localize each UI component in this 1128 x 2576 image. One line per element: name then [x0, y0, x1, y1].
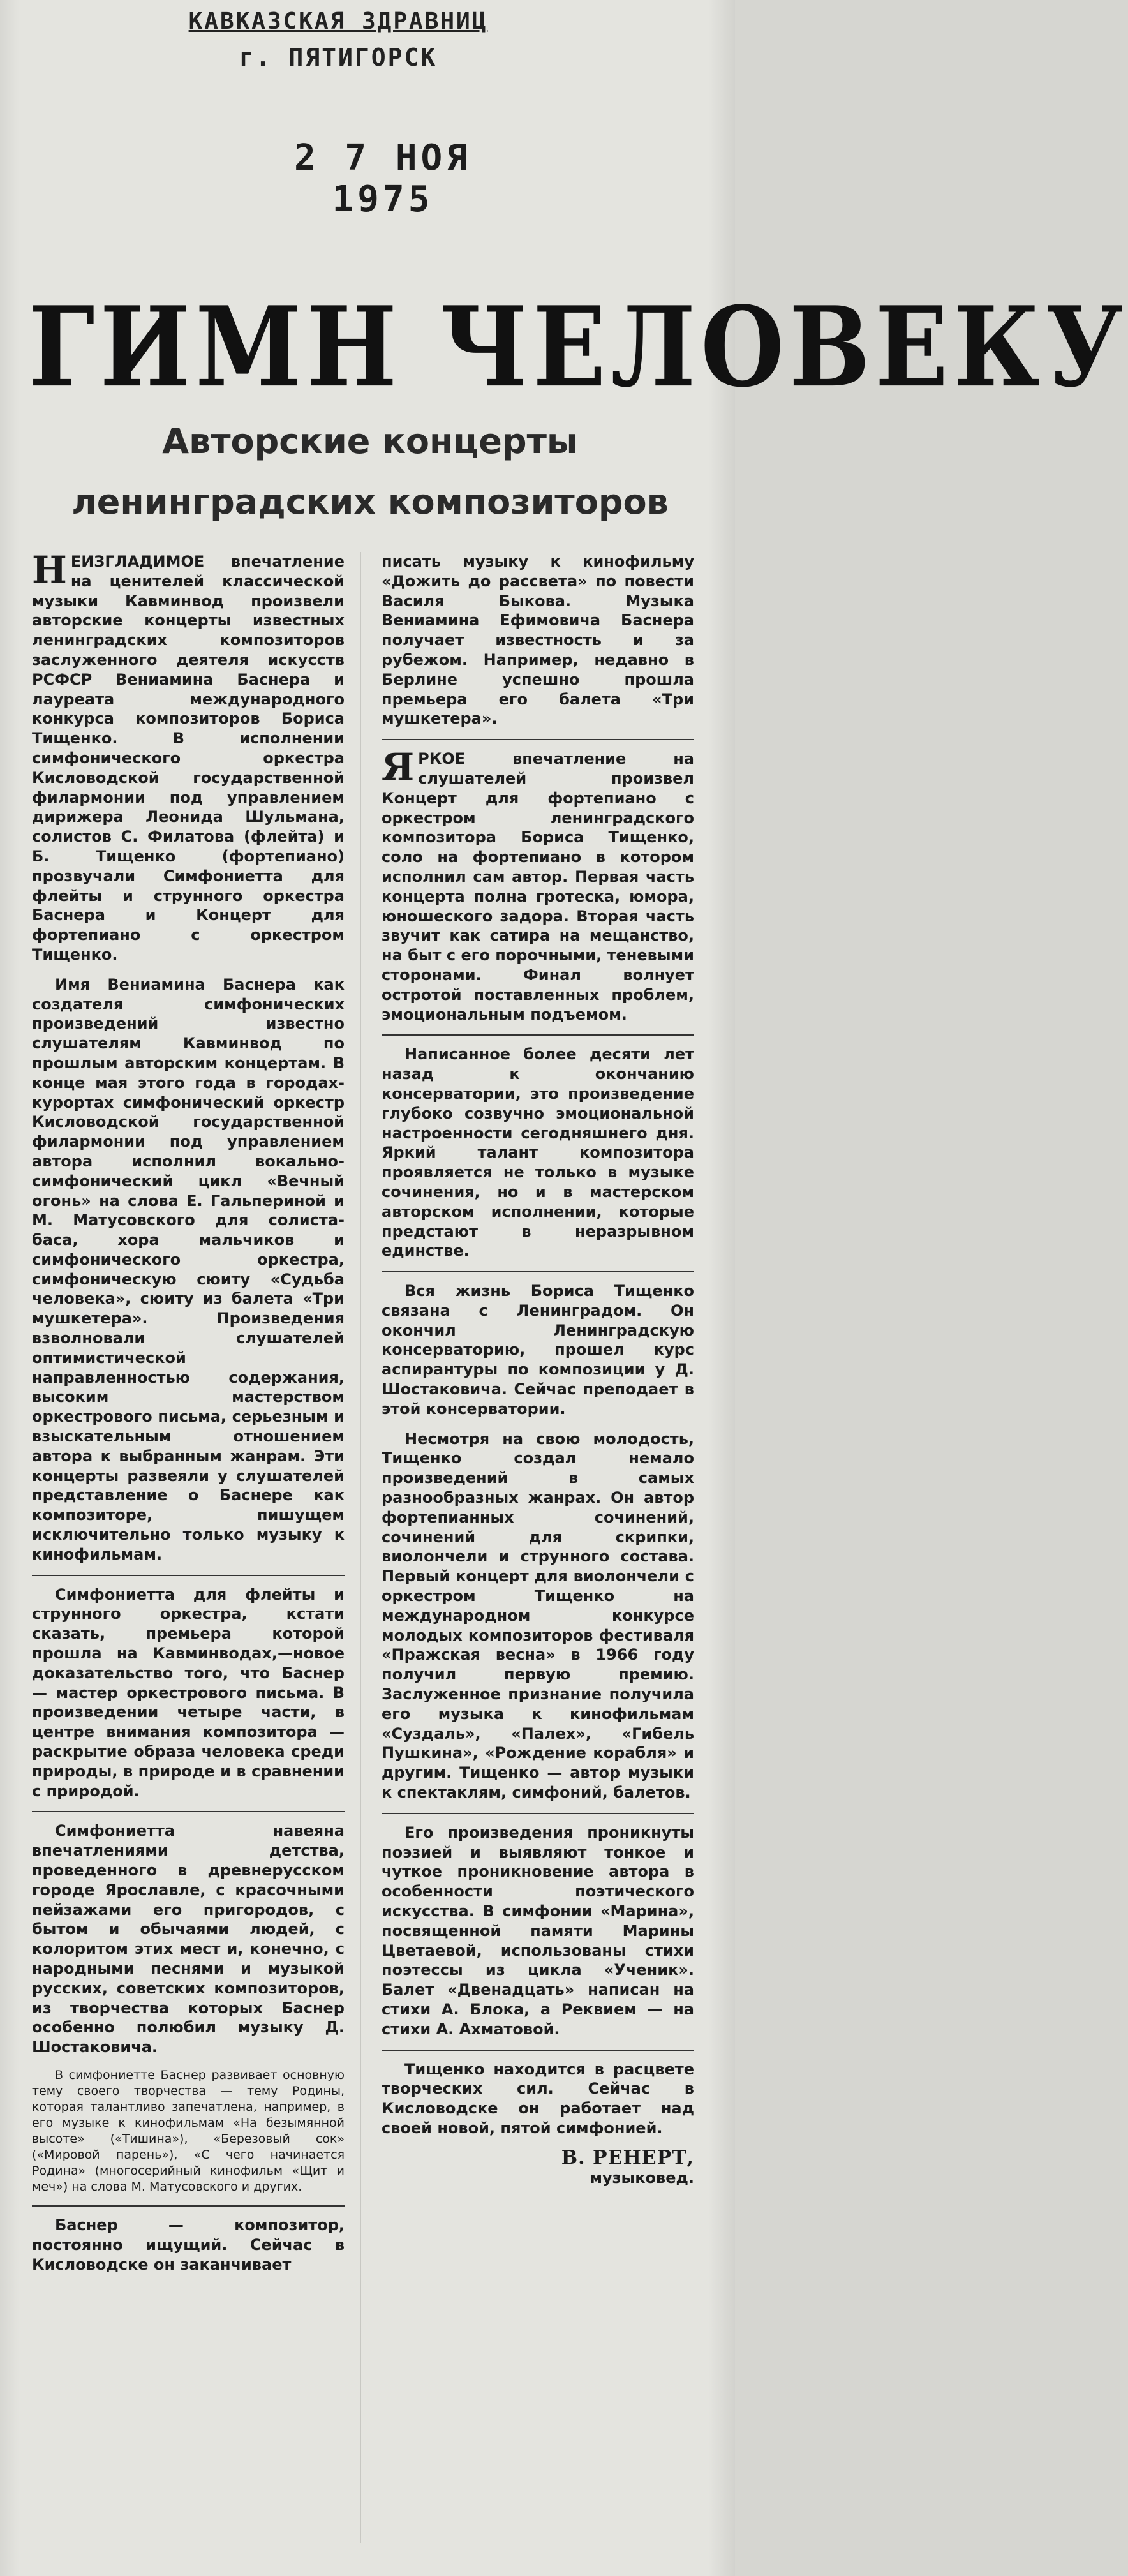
paragraph: Симфониетта навеяна впечатлениями детства, проведенного в древнерусском городе Ярославле, с красочными пейзажами его пригородов, с бытом и обычаями людей, с колоритом этих мест и, конечно, с народными песнями и музыкой русских, советских композиторов, из творчества которых Баснер особенно полюбил музыку Д. Шостаковича.: [32, 1822, 345, 2057]
divider: [382, 1034, 694, 1036]
author-signature: [382, 2148, 694, 2188]
author-name: В. РЕНЕРТ,: [561, 2146, 694, 2169]
paragraph: Его произведения проникнуты поэзией и выявляют тонкое и чуткое проникновение автора в особенности поэтического искусства. В симфонии «Марина», посвященной памяти Марины Цветаевой, использованы стихи поэтессы из цикла «Ученик». Балет «Двенадцать» написан на стихи А. Блока, а Реквием — на стихи А. Ахматовой.: [382, 1823, 694, 2038]
left-column: [32, 548, 345, 2543]
paragraph: Баснер — композитор, постоянно ищущий. Сейчас в Кисловодске он заканчивает: [32, 2215, 345, 2274]
divider: [32, 1811, 345, 1812]
paragraph: [32, 548, 345, 965]
date-stamp: 2 7 НОЯ 1975: [293, 137, 471, 220]
author-role: музыковед.: [590, 2168, 694, 2187]
library-stamp: [160, 5, 517, 91]
headline: ГИМН ЧЕЛОВЕКУ: [29, 283, 1128, 412]
paragraph: [382, 745, 694, 1024]
divider: [382, 2050, 694, 2051]
drop-cap: Я: [382, 745, 415, 789]
paragraph: писать музыку к кинофильму «Дожить до рассвета» по повести Василя Быкова. Музыка Вениамина Ефимовича Баснера получает известность и за рубежом. Например, недавно в Берлине успешно прошла премьера его балета «Три мушкетера».: [382, 553, 694, 728]
paragraph: Имя Вениамина Баснера как создателя симфонических произведений известно слушателям Кавминвод по прошлым авторским концертам. В конце мая этого года в городах-курортах симфонический оркестр Кисловодской государственной филармонии под управлением автора исполнил вокально-симфонический цикл «Вечный огонь» на слова Е. Гальпериной и М. Матусовского для солиста-баса, хора мальчиков и симфонического оркестра, симфоническую сюиту «Судьба человека», сюиту из балета «Три мушкетера». Произведения взволновали слушателей оптимистической направленностью содержания, высоким мастерством оркестрового письма, серьезным и взыскательным отношением автора к выбранным жанрам. Эти концерты развеяли у слушателей представление о Баснере как композиторе, пишущем исключительно только музыку к кинофильмам.: [32, 975, 345, 1563]
subtitle-line-2: ленинградских композиторов: [71, 482, 669, 522]
paragraph: Симфониетта для флейты и струнного оркестра, кстати сказать, премьера которой прошла на Кавминводах,—новое доказательство того, что Баснер — мастер оркестрового письма. В произведении четыре части, в центре внимания композитора — раскрытие образа человека среди природы, в природе и в сравнении с природой.: [32, 1585, 345, 1800]
paragraph-text: ЕИЗГЛАДИМОЕ впечатление на ценителей классической музыки Кавминвод произвели авторские концерты известных ленинградских композиторов заслуженного деятеля искусств РСФСР Вениамина Баснера и лауреата международного конкурса композиторов Бориса Тищенко. В исполнении симфонического оркестра Кисловодской государственной филармонии под управлением дирижера Леонида Шульмана, солистов С. Филатова (флейта) и Б. Тищенко (фортепиано) прозвучали Симфониетта для флейты и струнного оркестра Баснера и Концерт для фортепиано с оркестром Тищенко.: [32, 553, 345, 964]
right-column: [382, 552, 694, 2543]
stamp-city: г. ПЯТИГОРСК: [239, 43, 438, 71]
divider: [382, 739, 694, 740]
divider: [382, 1271, 694, 1272]
paragraph: Написанное более десяти лет назад к окончанию консерватории, это произведение глубоко созвучно эмоциональной настроенности сегодняшнего дня. Яркий талант композитора проявляется не только в музыке сочинения, но и в мастерском авторском исполнении, которые предстают в неразрывном единстве.: [382, 1045, 694, 1260]
divider: [382, 1813, 694, 1814]
paragraph: Несмотря на свою молодость, Тищенко создал немало произведений в самых разнообразных жанрах. Он автор фортепианных сочинений, сочинений для скрипки, виолончели и струнного состава. Первый концерт для виолончели с оркестром Тищенко на международном конкурсе молодых композиторов фестиваля «Пражская весна» в 1966 году получил первую премию. Заслуженное признание получила его музыка к кинофильмам «Суздаль», «Палех», «Гибель Пушкина», «Рождение корабля» и другим. Тищенко — автор музыки к спектаклям, симфоний, балетов.: [382, 1429, 694, 1802]
divider: [32, 1575, 345, 1576]
subtitle-line-1: Авторские концерты: [162, 421, 578, 461]
paragraph-text: РКОЕ впечатление на слушателей произвел Концерт для фортепиано с оркестром ленинградского композитора Бориса Тищенко, соло на фортепиано в котором исполнил сам автор. Первая часть концерта полна гротеска, юмора, юношеского задора. Вторая часть звучит как сатира на мещанство, на быт с его порочными, теневыми сторонами. Финал волнует остротой поставленных проблем, эмоциональным подъемом.: [382, 750, 694, 1024]
divider: [32, 2205, 345, 2207]
drop-cap: Н: [32, 548, 67, 592]
column-separator: [360, 552, 361, 2543]
paragraph: Тищенко находится в расцвете творческих сил. Сейчас в Кисловодске он работает над своей новой, пятой симфонией.: [382, 2060, 694, 2137]
stamp-newspaper-name: КАВКАЗСКАЯ ЗДРАВНИЦ: [188, 8, 488, 34]
paragraph: Вся жизнь Бориса Тищенко связана с Ленинградом. Он окончил Ленинградскую консерваторию, прошел курс аспирантуры по композиции у Д. Шостаковича. Сейчас преподает в этой консерватории.: [382, 1282, 694, 1418]
paragraph-small: В симфониетте Баснер развивает основную тему своего творчества — тему Родины, которая талантливо запечатлена, например, в его музыке к кинофильмам «На безымянной высоте» («Тишина»), «Березовый сок» («Мировой парень»), «С чего начинается Родина» (многосерийный кинофильм «Щит и меч») на слова М. Матусовского и других.: [32, 2067, 345, 2194]
